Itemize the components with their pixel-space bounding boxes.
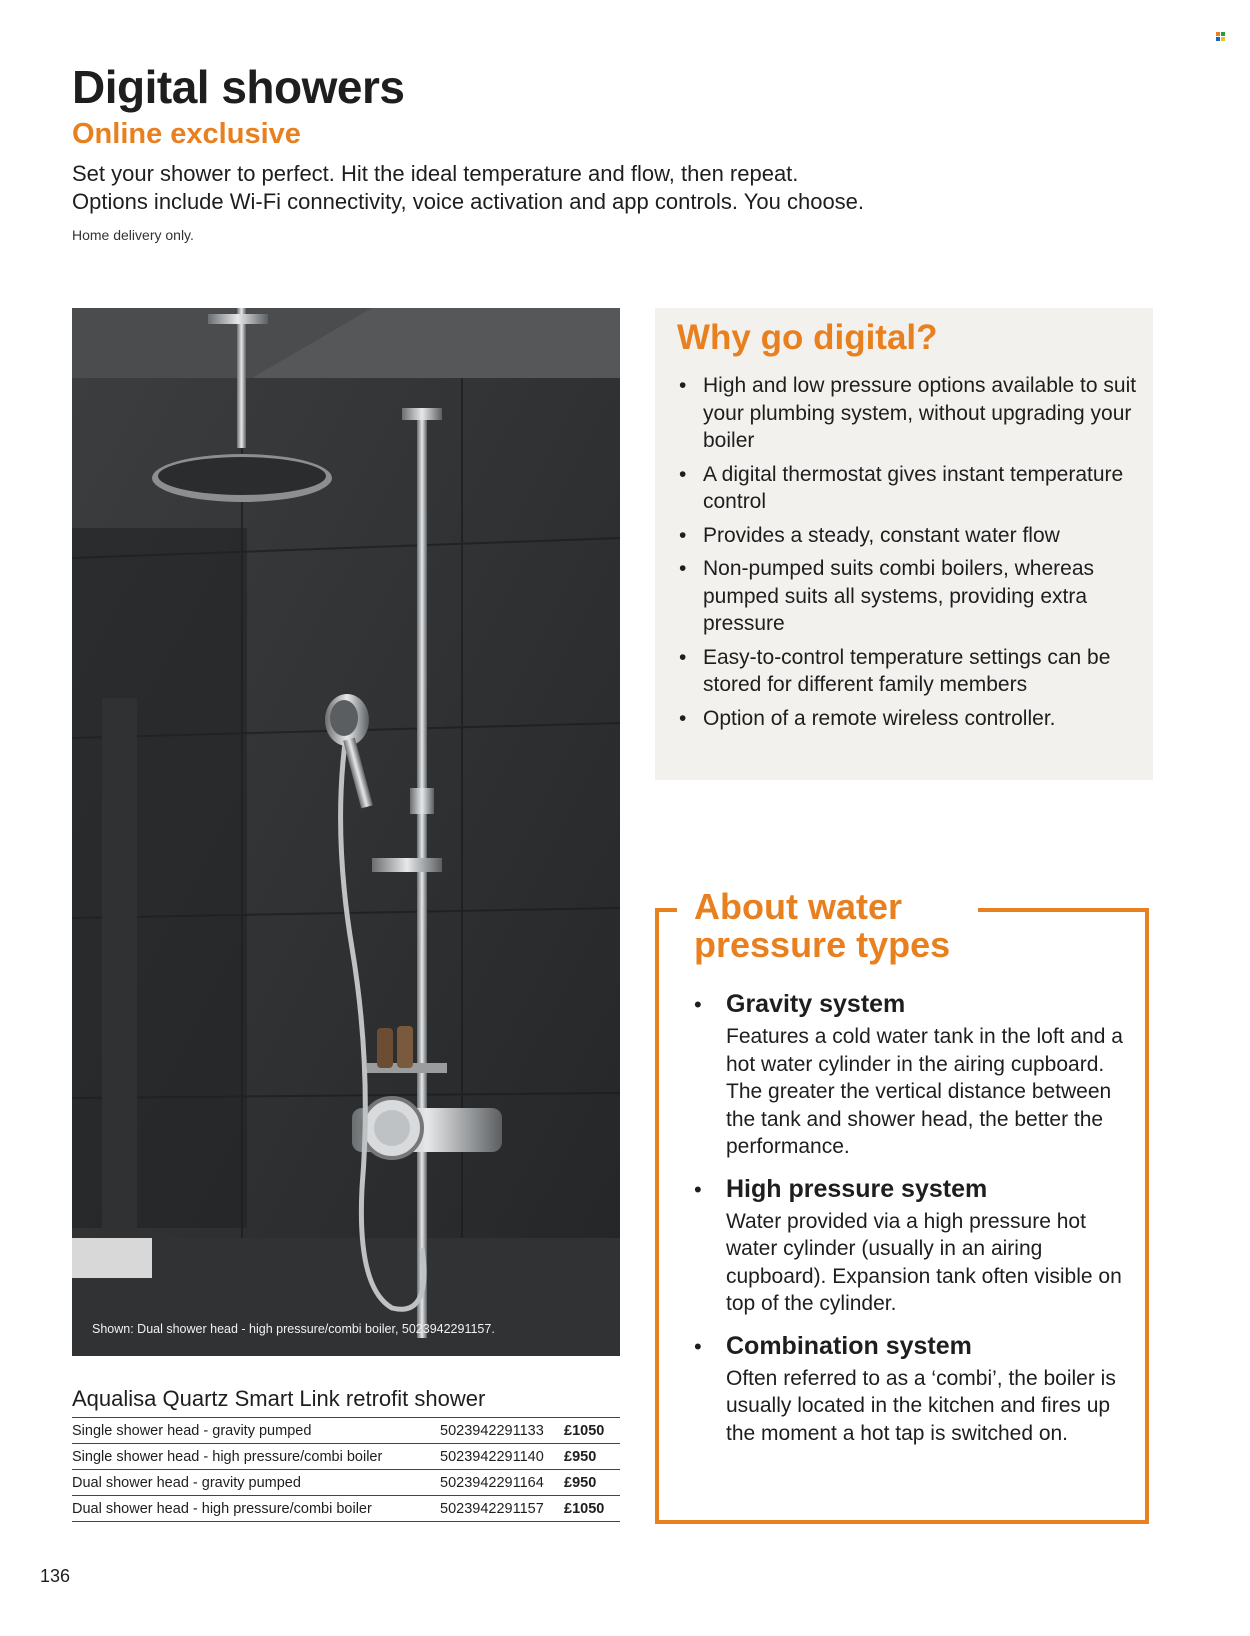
- shower-illustration-icon: [72, 308, 620, 1356]
- product-price: £950: [564, 1444, 620, 1470]
- intro-text: [72, 160, 864, 216]
- pressure-type-heading: • High pressure system: [726, 1174, 988, 1203]
- about-pressure-title: About water pressure types: [690, 888, 978, 964]
- page-subtitle: Online exclusive: [72, 118, 301, 150]
- frame-divider: [655, 908, 677, 912]
- pressure-type-heading: • Gravity system: [726, 990, 906, 1018]
- product-code: 5023942291164: [434, 1470, 564, 1496]
- list-item: [690, 990, 1130, 1161]
- page-number: 136: [40, 1566, 71, 1586]
- pressure-types-list: [690, 990, 1130, 1461]
- page-title: Digital showers: [72, 61, 405, 113]
- variant-description: Dual shower head - gravity pumped: [72, 1470, 434, 1496]
- intro-line: Options include Wi-Fi connectivity, voice activation and app controls. You choose.: [72, 189, 865, 214]
- list-item: • Non-pumped suits combi boilers, whereas pumped suits all systems, providing extra pressure: [677, 555, 1137, 638]
- why-digital-title: Why go digital?: [677, 318, 938, 357]
- table-row: [72, 1444, 620, 1470]
- list-item: [690, 1175, 1130, 1318]
- list-item: [690, 1332, 1130, 1448]
- why-digital-list: [677, 372, 1137, 738]
- table-row: [72, 1418, 620, 1444]
- product-code: 5023942291133: [434, 1418, 564, 1444]
- pressure-type-text: Water provided via a high pressure hot water cylinder (usually in an airing cupboard). Expansion tank often visible on top of the cylinder.: [726, 1209, 1122, 1315]
- photo-caption: Shown: Dual shower head - high pressure/combi boiler, 5023942291157.: [92, 1322, 495, 1336]
- product-price: £1050: [564, 1496, 620, 1522]
- variant-description: Dual shower head - high pressure/combi boiler: [72, 1496, 434, 1522]
- table-row: [72, 1470, 620, 1496]
- list-item: • High and low pressure options available to suit your plumbing system, without upgrading your boiler: [677, 372, 1137, 455]
- pressure-type-text: Features a cold water tank in the loft and a hot water cylinder in the airing cupboard. The greater the vertical distance between the tank and shower head, the better the performance.: [726, 1025, 1123, 1158]
- variant-description: Single shower head - gravity pumped: [72, 1418, 434, 1444]
- list-item: • Provides a steady, constant water flow: [677, 522, 1137, 550]
- list-item: • A digital thermostat gives instant temperature control: [677, 461, 1137, 516]
- shower-photo: [72, 308, 620, 1356]
- product-title: Aqualisa Quartz Smart Link retrofit shower: [72, 1386, 486, 1411]
- delivery-note: Home delivery only.: [72, 227, 194, 243]
- product-table: [72, 1417, 620, 1522]
- product-code: 5023942291157: [434, 1496, 564, 1522]
- why-digital-panel: [655, 308, 1153, 780]
- list-item: • Easy-to-control temperature settings can be stored for different family members: [677, 644, 1137, 699]
- pressure-type-text: Often referred to as a ‘combi’, the boiler is usually located in the kitchen and fires up the moment a hot tap is switched on.: [726, 1366, 1116, 1445]
- variant-description: Single shower head - high pressure/combi boiler: [72, 1444, 434, 1470]
- table-row: [72, 1496, 620, 1522]
- product-code: 5023942291140: [434, 1444, 564, 1470]
- product-price: £1050: [564, 1418, 620, 1444]
- pressure-type-heading: • Combination system: [726, 1331, 972, 1360]
- intro-line: Set your shower to perfect. Hit the ideal temperature and flow, then repeat.: [72, 161, 799, 186]
- list-item: • Option of a remote wireless controller.: [677, 705, 1137, 733]
- product-price: £950: [564, 1470, 620, 1496]
- frame-divider: [954, 908, 1149, 912]
- brand-logo-icon: [1216, 32, 1226, 42]
